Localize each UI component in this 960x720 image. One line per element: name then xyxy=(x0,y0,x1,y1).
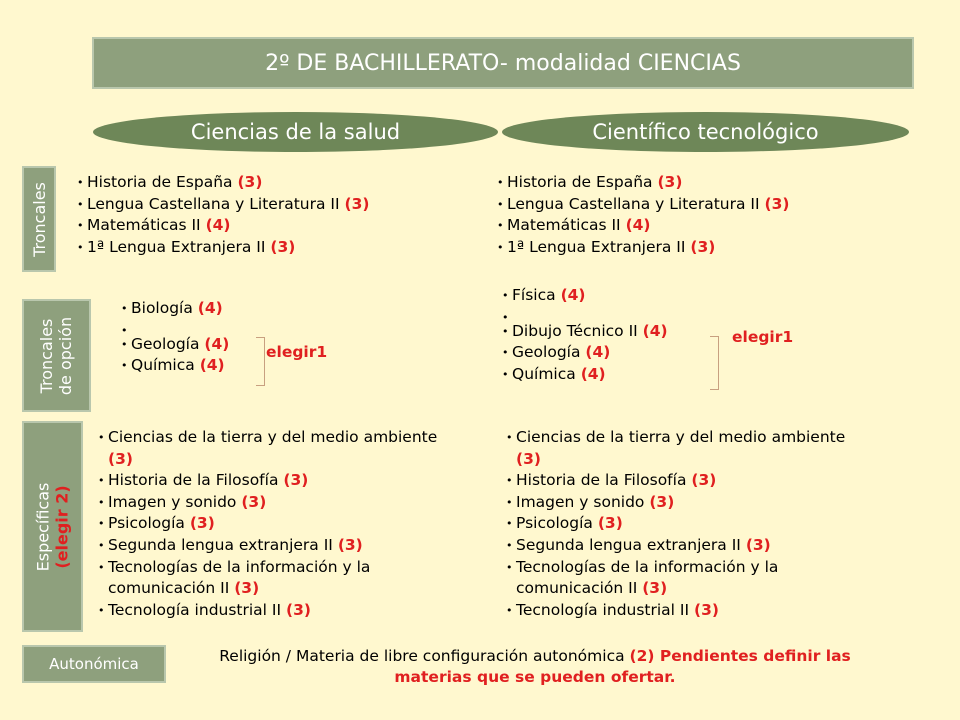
list-item: • Imagen y sonido (3) xyxy=(506,492,856,514)
especificas-list-right xyxy=(506,427,856,621)
list-item: • Física (4) xyxy=(502,285,668,307)
label-especificas-line1: Específicas xyxy=(33,482,53,571)
list-item: • Imagen y sonido (3) xyxy=(98,492,448,514)
list-item: • Matemáticas II (4) xyxy=(77,215,369,237)
list-item: • Tecnologías de la información y la comunicación II (3) xyxy=(98,557,448,600)
list-item: • Química (4) xyxy=(502,364,668,386)
list-item: • Tecnología industrial II (3) xyxy=(98,600,448,622)
list-item: • Psicología (3) xyxy=(98,513,448,535)
list-item: • Historia de España (3) xyxy=(497,172,789,194)
bracket-right xyxy=(710,336,719,390)
list-item: • Lengua Castellana y Literatura II (3) xyxy=(497,194,789,216)
list-item: • Química (4) xyxy=(121,355,229,377)
list-item: • Dibujo Técnico II (4) xyxy=(502,321,668,343)
elegir-right: elegir1 xyxy=(732,328,794,346)
autonomica-text: Religión / Materia de libre configuración autonómica (2) Pendientes definir las materias que se pueden ofertar. xyxy=(219,647,851,686)
list-item: • Segunda lengua extranjera II (3) xyxy=(98,535,448,557)
troncales-list-left xyxy=(77,172,369,258)
especificas-list-left xyxy=(98,427,448,621)
list-item: • Psicología (3) xyxy=(506,513,856,535)
list-item: • Tecnologías de la información y la comunicación II (3) xyxy=(506,557,856,600)
list-item: • 1ª Lengua Extranjera II (3) xyxy=(77,237,369,259)
label-autonomica: Autonómica xyxy=(22,645,166,683)
label-opcion-line2: de opción xyxy=(56,316,76,395)
list-item: • Lengua Castellana y Literatura II (3) xyxy=(77,194,369,216)
troncales-list-right xyxy=(497,172,789,258)
list-item: • Ciencias de la tierra y del medio ambiente (3) xyxy=(506,427,856,470)
list-item: • Matemáticas II (4) xyxy=(497,215,789,237)
list-item: • Ciencias de la tierra y del medio ambiente (3) xyxy=(98,427,448,470)
track-cientifico-tecnologico: Científico tecnológico xyxy=(502,112,909,152)
label-opcion-line1: Troncales xyxy=(37,318,57,393)
list-item: • Segunda lengua extranjera II (3) xyxy=(506,535,856,557)
opcion-list-right xyxy=(502,285,668,385)
label-troncales: Troncales xyxy=(22,166,56,272)
page-title: 2º DE BACHILLERATO- modalidad CIENCIAS xyxy=(92,37,914,89)
elegir-left: elegir1 xyxy=(266,343,328,361)
list-item: • Geología (4) xyxy=(502,342,668,364)
label-especificas xyxy=(22,421,83,632)
label-troncales-opcion xyxy=(22,299,91,412)
opcion-list-left xyxy=(121,298,229,377)
list-item: • 1ª Lengua Extranjera II (3) xyxy=(497,237,789,259)
list-item: • Geología (4) xyxy=(121,334,229,356)
list-item: • Tecnología industrial II (3) xyxy=(506,600,856,622)
list-item: • Historia de la Filosofía (3) xyxy=(506,470,856,492)
list-item: • Historia de la Filosofía (3) xyxy=(98,470,448,492)
bracket-left xyxy=(256,337,265,386)
label-especificas-line2: (elegir 2) xyxy=(52,484,72,569)
list-item: • Historia de España (3) xyxy=(77,172,369,194)
track-ciencias-salud: Ciencias de la salud xyxy=(93,112,498,152)
list-item: • Biología (4) xyxy=(121,298,229,320)
